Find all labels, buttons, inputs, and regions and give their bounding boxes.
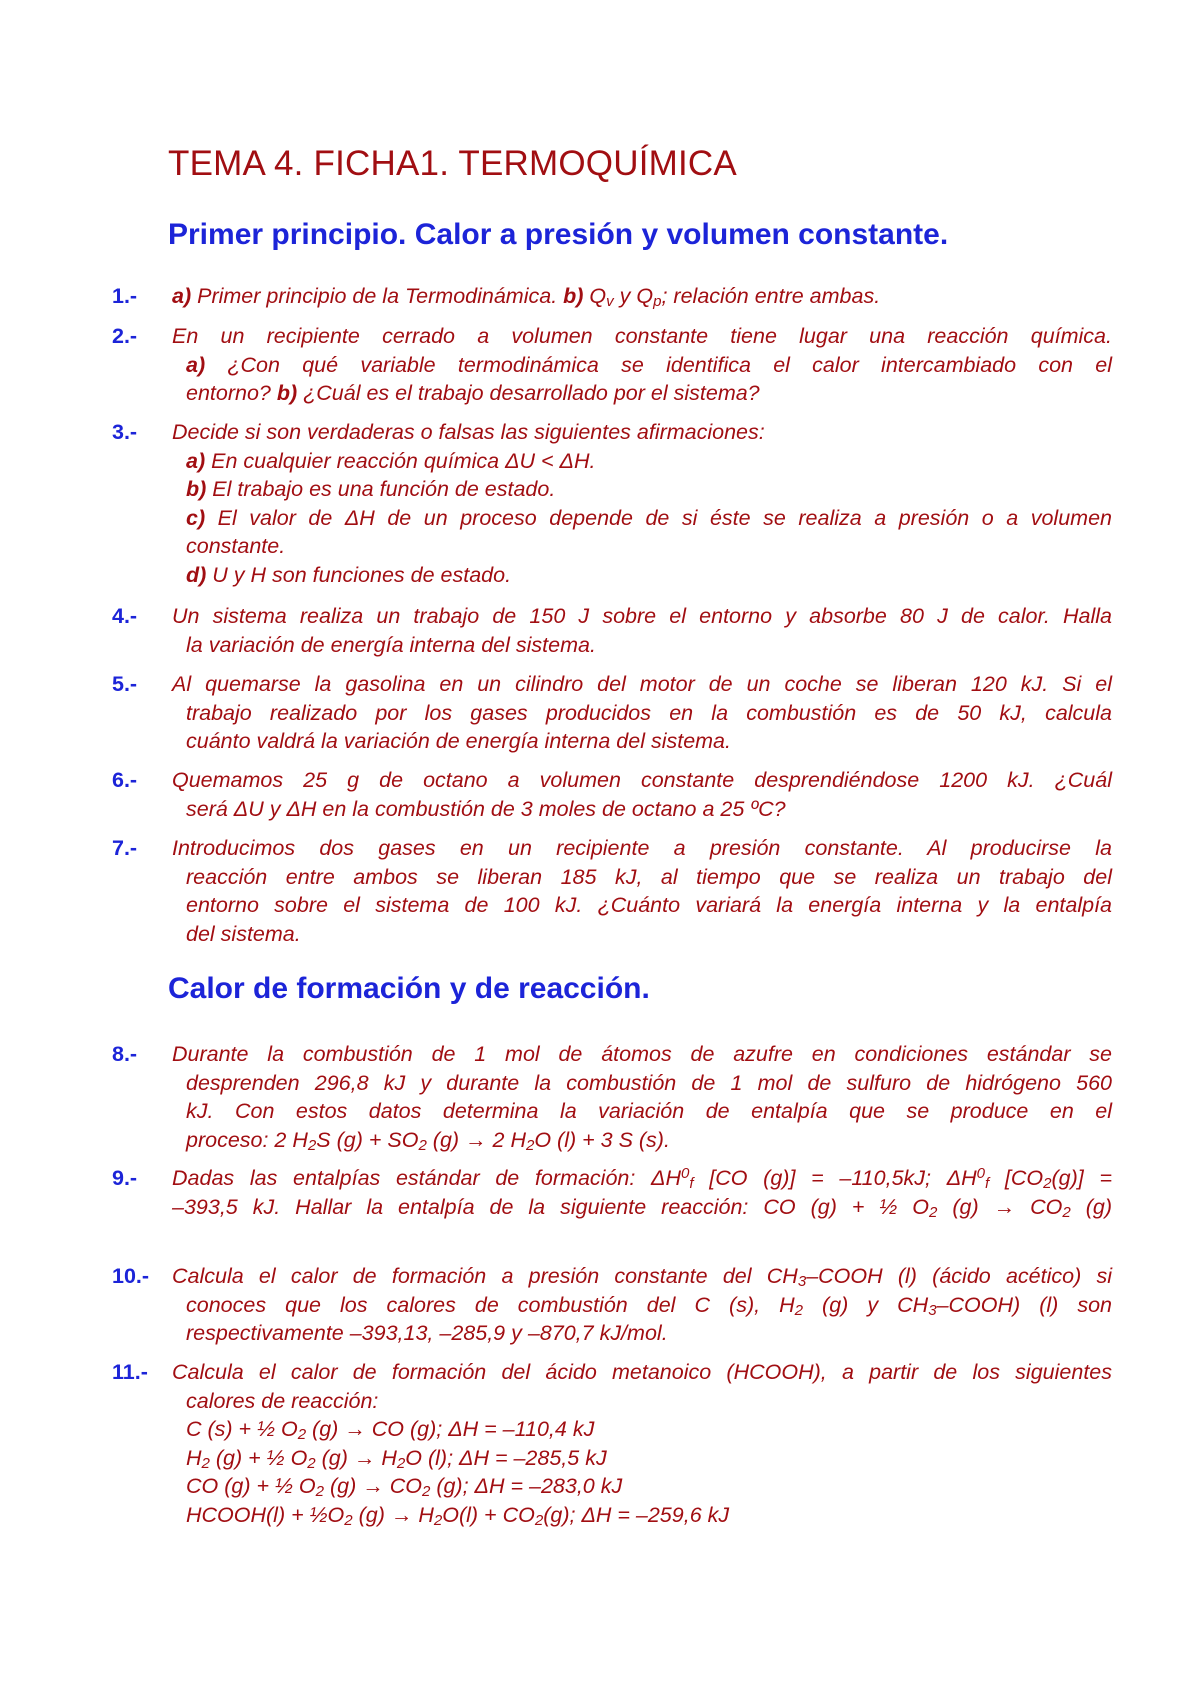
question-text: Quemamos 25 g de octano a volumen constante desprendiéndose 1200 kJ. ¿Cuál será ΔU y ΔH en la combustión de 3 moles de octano a 25 ºC? bbox=[172, 768, 1112, 821]
question-text: En un recipiente cerrado a volumen constante tiene lugar una reacción química. a) ¿Con qué variable termodinámica se identifica el calor intercambiado con el entorno? b) ¿Cuál es el trabajo desarrollado por el sistema? bbox=[172, 324, 1112, 405]
question-9 bbox=[112, 1164, 1112, 1221]
question-6 bbox=[112, 766, 1112, 823]
question-number: 9.- bbox=[112, 1166, 138, 1190]
question-text: Introducimos dos gases en un recipiente a presión constante. Al producirse la reacción entre ambos se liberan 185 kJ, al tiempo que se realiza un trabajo del entorno sobre el sistema de 100 kJ. ¿Cuánto variará la energía interna y la entalpía del sistema. bbox=[172, 836, 1112, 946]
question-10 bbox=[112, 1262, 1112, 1348]
question-number: 5.- bbox=[112, 672, 138, 696]
question-text: Al quemarse la gasolina en un cilindro del motor de un coche se liberan 120 kJ. Si el trabajo realizado por los gases producidos en la combustión es de 50 kJ, calcula cuánto valdrá la variación de energía interna del sistema. bbox=[172, 672, 1112, 753]
reaction-2: $H_2$ (g) + ½ $O_2$ $(g) \to H_2O$ (l); ΔH = –285,5 kJ bbox=[186, 1445, 607, 1472]
question-text: Calcula el calor de formación del ácido metanoico (HCOOH), a partir de los siguientes calores de reacción: C (s) + ½ $O_2$ (g) → CO (g); ΔH = –110,4 kJ $H_2$ (g) + ½ $O_2$ $(g) \to H_2O$ (l); ΔH = –285,5 kJ CO (g) + ½ $O_2$ $(g) \to CO_2$ (g); ΔH = –283,0 kJ HCOOH(l) + $\frac{1}{2}O_2$ $(g) \to H_2O(l) + CO_2(g)$; ΔH = –259,6 kJ bbox=[172, 1360, 1112, 1529]
question-2 bbox=[112, 322, 1112, 408]
question-number: 2.- bbox=[112, 324, 138, 348]
page-title: TEMA 4. FICHA1. TERMOQUÍMICA bbox=[168, 144, 737, 183]
question-text: Un sistema realiza un trabajo de 150 J sobre el entorno y absorbe 80 J de calor. Halla la variación de energía interna del sistema. bbox=[172, 604, 1112, 657]
question-3 bbox=[112, 418, 1112, 589]
question-number: 10.- bbox=[112, 1264, 150, 1288]
question-number: 7.- bbox=[112, 836, 138, 860]
reaction-1: C (s) + ½ $O_2$ (g) → CO (g); ΔH = –110,4 kJ bbox=[186, 1417, 595, 1443]
section-title-calor-formacion: Calor de formación y de reacción. bbox=[168, 972, 650, 1005]
question-5 bbox=[112, 670, 1112, 756]
section-title-primer-principio: Primer principio. Calor a presión y volumen constante. bbox=[168, 218, 949, 251]
question-text: Dadas las entalpías estándar de formación: $\Delta H^0_f$ [CO (g)] = –110,5kJ; $\Delta H^0_f$ $[CO_2(g)]$ = –393,5 kJ. Hallar la entalpía de la siguiente reacción: CO (g) + ½ $O_2$ $(g) \to CO_2$ (g) bbox=[172, 1165, 1113, 1221]
question-number: 11.- bbox=[112, 1360, 148, 1384]
question-number: 3.- bbox=[112, 420, 138, 444]
question-8 bbox=[112, 1040, 1112, 1154]
question-text: Calcula el calor de formación a presión constante del $CH_3$–COOH (l) (ácido acético) si conoces que los calores de combustión del C (s), $H_2$ (g) y $CH_3-COOH$) (l) son respectivamente –393,13, –285,9 y –870,7 kJ/mol. bbox=[172, 1264, 1113, 1345]
question-text: a) Primer principio de la Termodinámica. b) $Q_v$ y $Q_p$; relación entre ambas. bbox=[172, 284, 881, 310]
question-text: Durante la combustión de 1 mol de átomos de azufre en condiciones estándar se desprenden 296,8 kJ y durante la combustión de 1 mol de sulfuro de hidrógeno 560 kJ. Con estos datos determina la variación de entalpía que se produce en el proceso: 2 $H_2S$ $(g) + SO_2$ (g) → 2 $H_2O$ (l) + 3 S (s). bbox=[172, 1042, 1112, 1154]
question-1 bbox=[112, 282, 1112, 311]
question-4 bbox=[112, 602, 1112, 659]
question-number: 8.- bbox=[112, 1042, 138, 1066]
question-number: 1.- bbox=[112, 284, 138, 308]
question-number: 6.- bbox=[112, 768, 138, 792]
question-11 bbox=[112, 1358, 1112, 1529]
reaction-3: CO (g) + ½ $O_2$ $(g) \to CO_2$ (g); ΔH = –283,0 kJ bbox=[186, 1474, 623, 1500]
question-number: 4.- bbox=[112, 604, 138, 628]
question-text: Decide si son verdaderas o falsas las siguientes afirmaciones: a) En cualquier reacción química ΔU < ΔH. b) El trabajo es una función de estado. c) El valor de ΔH de un proceso depende de si éste se realiza a presión o a volumen constante. d) U y H son funciones de estado. bbox=[172, 420, 1112, 587]
question-7 bbox=[112, 834, 1112, 948]
reaction-4: HCOOH(l) + $\frac{1}{2}O_2$ $(g) \to H_2O(l) + CO_2(g)$; ΔH = –259,6 kJ bbox=[186, 1502, 730, 1529]
